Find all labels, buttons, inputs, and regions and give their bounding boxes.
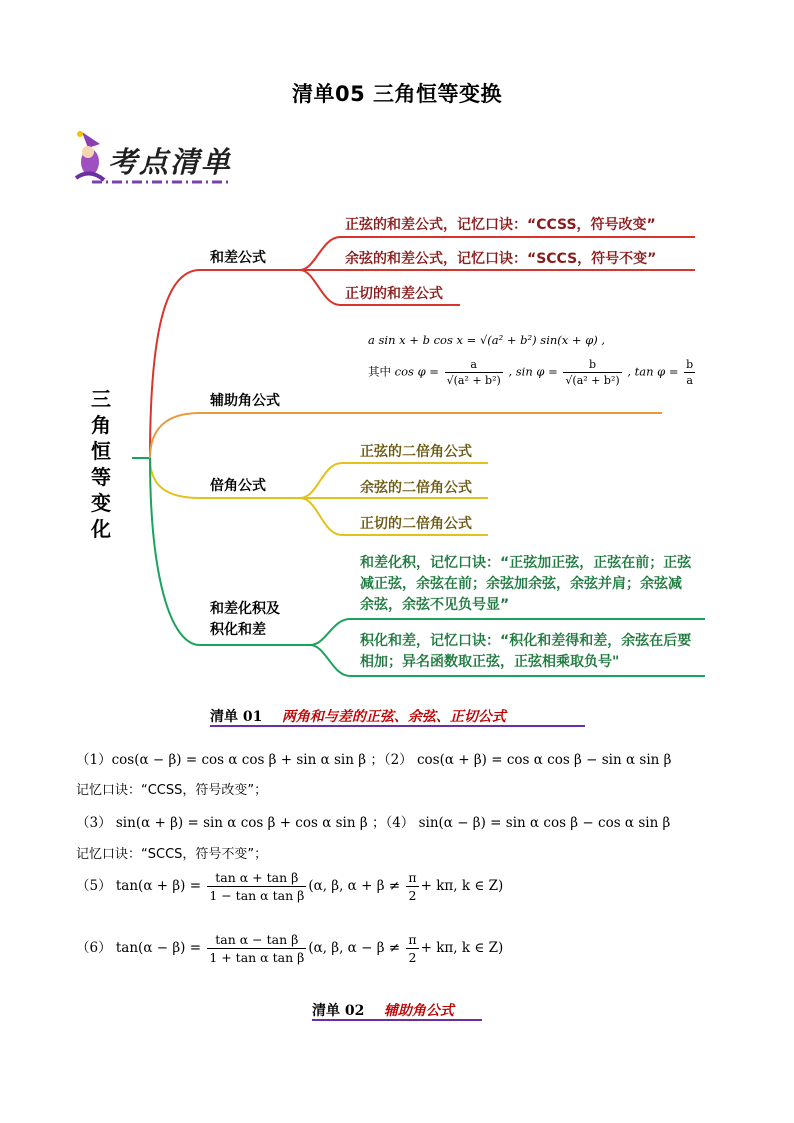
root-char: 化 (91, 517, 111, 541)
aux-cos-phi: cos φ = (394, 364, 439, 379)
root-char: 角 (91, 413, 111, 437)
aux-tan-phi: , tan φ = (627, 364, 679, 379)
branch-product-label-line1: 和差化积及 (210, 601, 280, 617)
leaf-sin-sum-diff: 正弦的和差公式，记忆口诀：“CCSS，符号改变” (345, 217, 656, 233)
formula-6-num: tan α − tan β (207, 932, 306, 949)
aux-formula-line1: a sin x + b cos x = √(a² + b²) sin(x + φ) , (368, 333, 606, 347)
formula-3-4: （3） sin(α + β) = sin α cos β + cos α sin β ；（4） sin(α − β) = sin α cos β − cos α sin β (76, 815, 671, 831)
section-badge-label: 考点清单 (108, 145, 233, 179)
formula-6-den: 1 + tan α tan β (209, 950, 305, 965)
section2-underline (312, 1019, 482, 1021)
leaf-tan-double: 正切的二倍角公式 (360, 516, 472, 532)
aux-sin-den: √(a² + b²) (565, 374, 620, 387)
mnemonic-ccss: 记忆口诀：“CCSS，符号改变”； (76, 783, 268, 798)
mind-map (0, 195, 794, 695)
pi-den: 2 (408, 950, 417, 965)
branch-aux-label: 辅助角公式 (210, 393, 280, 409)
section1-heading (210, 706, 506, 726)
formula-5-den: 1 − tan α tan β (209, 888, 305, 903)
aux-cos-den: √(a² + b²) (446, 374, 501, 387)
pi-den: 2 (408, 888, 417, 903)
formula-6-tail: + kπ, k ∈ Z) (420, 940, 504, 956)
aux-cos-num: a (445, 358, 503, 373)
formula-5-cond: (α, β, α + β ≠ (308, 878, 401, 894)
formula-1-2: （1）cos(α − β) = cos α cos β + sin α sin β ；（2） cos(α + β) = cos α cos β − sin α sin β (76, 752, 672, 768)
section1-underline (210, 725, 585, 727)
branch-product-label-line2: 积化和差 (210, 622, 266, 638)
aux-formula-line2 (368, 358, 697, 387)
leaf-cos-sum-diff: 余弦的和差公式，记忆口诀：“SCCS，符号不变” (345, 251, 657, 267)
pi-num: π (408, 870, 417, 885)
page-title: 清单05 三角恒等变换 (291, 82, 503, 106)
root-char: 恒 (91, 439, 111, 463)
wizard-icon (70, 128, 110, 186)
branch-product-label (210, 599, 280, 641)
branch-sum-diff-label: 和差公式 (210, 250, 266, 266)
formula-6 (76, 932, 503, 965)
badge-underline (92, 179, 232, 185)
root-char: 三 (91, 387, 111, 411)
section2-title: 辅助角公式 (383, 1003, 454, 1019)
section1-number: 清单 01 (210, 709, 263, 725)
root-char: 等 (91, 465, 111, 489)
branch-double-label: 倍角公式 (210, 478, 266, 494)
pi-num: π (408, 932, 417, 947)
leaf-sin-double: 正弦的二倍角公式 (360, 444, 472, 460)
aux-tan-num: b (686, 358, 694, 371)
root-char: 变 (91, 491, 111, 515)
formula-5-prefix: （5） tan(α + β) = (76, 878, 202, 894)
leaf-cos-double: 余弦的二倍角公式 (360, 480, 472, 496)
section1-title: 两角和与差的正弦、余弦、正切公式 (281, 709, 506, 725)
section2-heading (312, 1000, 454, 1020)
leaf-product-to-sum: 积化和差，记忆口诀：“积化和差得和差，余弦在后要相加；异名函数取正弦，正弦相乘取负号" (360, 633, 692, 670)
leaf-sum-to-product: 和差化积，记忆口诀：“正弦加正弦，正弦在前；正弦减正弦，余弦在前；余弦加余弦，余弦并肩；余弦减余弦，余弦不见负号显” (360, 555, 692, 613)
aux-sin-phi: , sin φ = (508, 364, 558, 379)
formula-5-tail: + kπ, k ∈ Z) (420, 878, 504, 894)
formula-5-num: tan α + tan β (207, 870, 306, 887)
mnemonic-sccs: 记忆口诀：“SCCS，符号不变”； (76, 847, 268, 862)
formula-6-cond: (α, β, α − β ≠ (308, 940, 401, 956)
aux-sin-num: b (563, 358, 621, 373)
formula-5 (76, 870, 503, 903)
formula-6-prefix: （6） tan(α − β) = (76, 940, 202, 956)
aux-tan-den: a (686, 374, 693, 387)
aux-prefix: 其中 (368, 364, 391, 379)
leaf-tan-sum-diff: 正切的和差公式 (345, 286, 443, 302)
section2-number: 清单 02 (312, 1003, 365, 1019)
